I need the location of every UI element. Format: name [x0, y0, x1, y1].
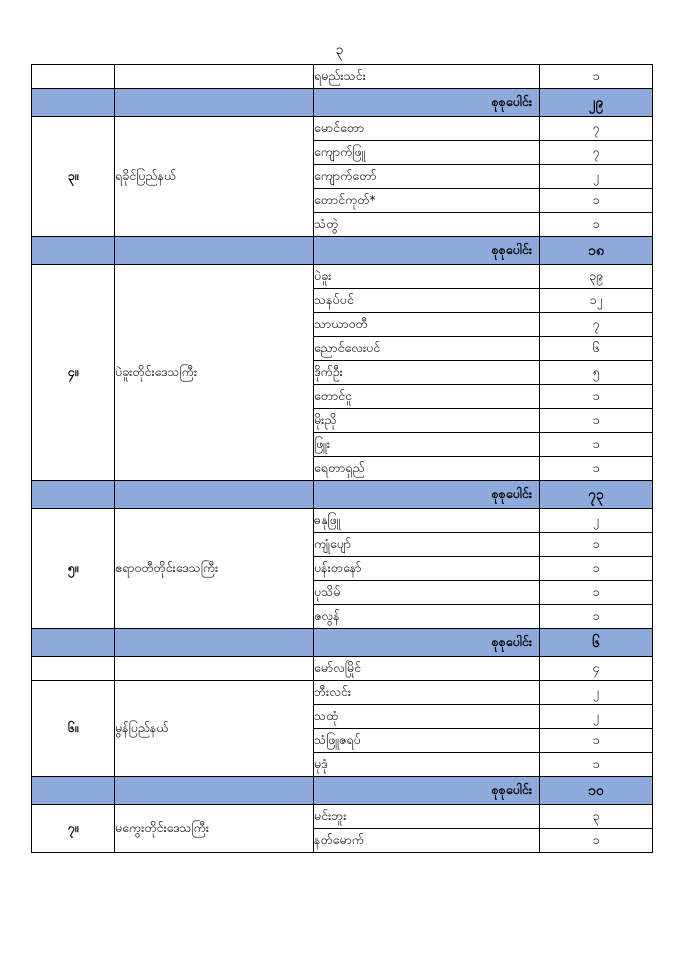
- township-cell: သာယာဝတီ: [314, 313, 540, 337]
- township-cell: ပန်းတနော်: [314, 557, 540, 581]
- count-cell: ၁: [540, 729, 653, 753]
- township-cell: မိုးညို: [314, 409, 540, 433]
- subtotal-value: ၁၀: [540, 777, 653, 805]
- table-row: [32, 265, 653, 289]
- count-cell: ၂: [540, 705, 653, 729]
- region-cell: မွန်ပြည်နယ်: [115, 681, 314, 777]
- subtotal-label: စုစုပေါင်း: [314, 481, 540, 509]
- township-count-table: [31, 64, 653, 853]
- subtotal-value: ၂၉: [540, 89, 653, 117]
- count-cell: ၁: [540, 65, 653, 89]
- page-number: ၃: [335, 42, 344, 58]
- count-cell: ၂: [540, 165, 653, 189]
- township-cell: တောင်ငူ: [314, 385, 540, 409]
- row-number-cell: ၇။: [32, 805, 115, 853]
- region-cell: မကွေးတိုင်းဒေသကြီး: [115, 805, 314, 853]
- subtotal-row: [32, 777, 653, 805]
- count-cell: ၁: [540, 409, 653, 433]
- count-cell: ၇: [540, 141, 653, 165]
- count-cell: ၁: [540, 213, 653, 237]
- count-cell: ၁: [540, 605, 653, 629]
- township-cell: ဇလွန်: [314, 605, 540, 629]
- subtotal-row: [32, 237, 653, 265]
- count-cell: ၁: [540, 189, 653, 213]
- count-cell: ၁: [540, 457, 653, 481]
- region-cell: [115, 65, 314, 89]
- region-cell: [115, 657, 314, 681]
- count-cell: ၁: [540, 433, 653, 457]
- subtotal-row: [32, 89, 653, 117]
- count-cell: ၁: [540, 753, 653, 777]
- table-row: [32, 509, 653, 533]
- township-cell: ဒိုက်ဦး: [314, 361, 540, 385]
- table-row: [32, 65, 653, 89]
- row-number-cell: ၅။: [32, 509, 115, 629]
- township-cell: မော်လမြိုင်: [314, 657, 540, 681]
- region-cell: ရခိုင်ပြည်နယ်: [115, 117, 314, 237]
- count-cell: ၅: [540, 361, 653, 385]
- township-cell: သံတွဲ: [314, 213, 540, 237]
- table-row: [32, 681, 653, 705]
- row-number-cell: [32, 65, 115, 89]
- count-cell: ၁: [540, 533, 653, 557]
- township-cell: ရမည်းသင်း: [314, 65, 540, 89]
- count-cell: ၁: [540, 829, 653, 853]
- count-cell: ၁: [540, 581, 653, 605]
- subtotal-label: စုစုပေါင်း: [314, 629, 540, 657]
- subtotal-value: ၇၃: [540, 481, 653, 509]
- township-cell: ကျောက်ဖြူ: [314, 141, 540, 165]
- township-cell: ဘီးလင်း: [314, 681, 540, 705]
- count-cell: ၁: [540, 557, 653, 581]
- subtotal-value: ၁၈: [540, 237, 653, 265]
- township-cell: မင်းဘူး: [314, 805, 540, 829]
- township-cell: သထုံ: [314, 705, 540, 729]
- subtotal-label: စုစုပေါင်း: [314, 777, 540, 805]
- township-cell: မောင်တော: [314, 117, 540, 141]
- township-cell: ကျုံပျော်: [314, 533, 540, 557]
- count-cell: ၁၂: [540, 289, 653, 313]
- row-number-cell: ၆။: [32, 681, 115, 777]
- region-cell: ပဲခူးတိုင်းဒေသကြီး: [115, 265, 314, 481]
- count-cell: ၆: [540, 337, 653, 361]
- township-cell: နတ်မောက်: [314, 829, 540, 853]
- township-cell: ဖြူး: [314, 433, 540, 457]
- region-cell: ဧရာဝတီတိုင်းဒေသကြီး: [115, 509, 314, 629]
- count-cell: ၇: [540, 117, 653, 141]
- subtotal-row: [32, 629, 653, 657]
- subtotal-value: ၆: [540, 629, 653, 657]
- count-cell: ၇: [540, 313, 653, 337]
- count-cell: ၃၉: [540, 265, 653, 289]
- township-cell: တောင်ကုတ်*: [314, 189, 540, 213]
- table-row: [32, 805, 653, 829]
- township-cell: ပဲခူး: [314, 265, 540, 289]
- count-cell: ၁: [540, 385, 653, 409]
- table-row: [32, 117, 653, 141]
- count-cell: ၂: [540, 509, 653, 533]
- table-row: [32, 657, 653, 681]
- row-number-cell: ၄။: [32, 265, 115, 481]
- township-cell: ဓနုဖြူ: [314, 509, 540, 533]
- township-cell: သနပ်ပင်: [314, 289, 540, 313]
- township-cell: သံဖြူဇရပ်: [314, 729, 540, 753]
- township-cell: ညောင်လေးပင်: [314, 337, 540, 361]
- count-cell: ၂: [540, 681, 653, 705]
- township-cell: ကျောက်တော်: [314, 165, 540, 189]
- count-cell: ၄: [540, 657, 653, 681]
- township-cell: မုဒုံ: [314, 753, 540, 777]
- subtotal-row: [32, 481, 653, 509]
- township-cell: ပုသိမ်: [314, 581, 540, 605]
- count-cell: ၃: [540, 805, 653, 829]
- subtotal-label: စုစုပေါင်း: [314, 237, 540, 265]
- township-cell: ရေတာရှည်: [314, 457, 540, 481]
- subtotal-label: စုစုပေါင်း: [314, 89, 540, 117]
- row-number-cell: [32, 657, 115, 681]
- row-number-cell: ၃။: [32, 117, 115, 237]
